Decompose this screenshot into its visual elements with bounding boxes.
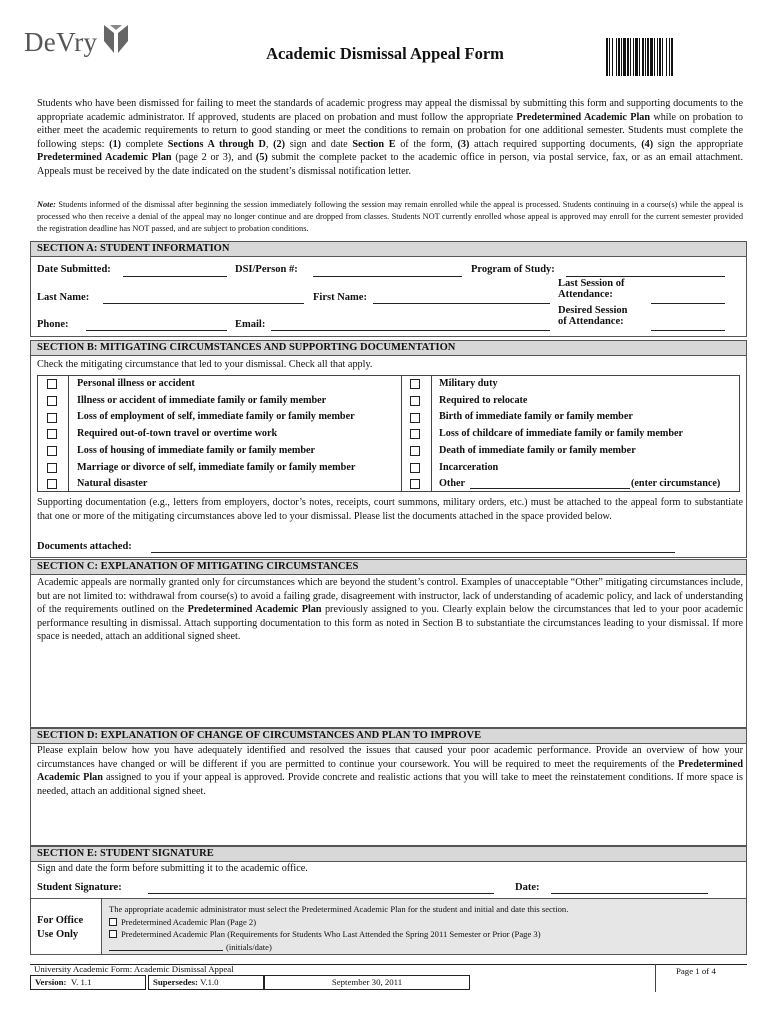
date-submitted-label: Date Submitted: <box>37 264 111 275</box>
circumstance-label: Loss of housing of immediate family or family member <box>77 444 316 456</box>
checkbox-marriage-divorce[interactable] <box>47 463 57 473</box>
checkbox-family-illness[interactable] <box>47 396 57 406</box>
section-b-heading: SECTION B: MITIGATING CIRCUMSTANCES AND SUPPORTING DOCUMENTATION <box>30 340 747 356</box>
circumstance-label: Marriage or divorce of self, immediate family or family member <box>77 461 356 473</box>
circumstance-label: Natural disaster <box>77 478 148 490</box>
circumstances-table <box>37 375 740 492</box>
first-name-field[interactable] <box>373 303 550 304</box>
footer-version: Version: V. 1.1 <box>30 975 146 990</box>
section-a-body <box>30 257 747 337</box>
section-c-text: Academic appeals are normally granted only for circumstances which are beyond the student’s control. Examples of unacceptable “Other” mitigating circumstances include, but are not limited to: withdrawal from course(s) to avoid a failing grade, disagreement with instructor, lack of understanding of academic policy, and lack of understanding of the requirements outlined on the Predetermined Academic Plan previously assigned to you. Clearly explain below the circumstances that led to your poor academic performance resulting in dismissal. Attach supporting documentation to this form as noted in Section B to substantiate the circumstances leading to your dismissal. If more space is needed, attach an additional signed sheet. <box>37 577 744 643</box>
footer-page-number: Page 1 of 4 <box>676 966 716 976</box>
last-session-label: Last Session of Attendance: <box>558 278 625 300</box>
date-submitted-field[interactable] <box>123 276 227 277</box>
section-a-heading: SECTION A: STUDENT INFORMATION <box>30 241 747 257</box>
checkbox-incarceration[interactable] <box>410 463 420 473</box>
first-name-label: First Name: <box>313 292 367 303</box>
footer-divider <box>655 964 656 992</box>
checkbox-natural-disaster[interactable] <box>47 479 57 489</box>
section-b-instruction: Check the mitigating circumstance that led to your dismissal. Check all that apply. <box>37 359 373 370</box>
office-option-page-2[interactable]: Predetermined Academic Plan (Page 2) <box>109 916 746 929</box>
student-signature-field[interactable] <box>148 893 494 894</box>
circumstance-label: Death of immediate family or family member <box>439 444 636 456</box>
email-label: Email: <box>235 319 266 330</box>
checkbox-plan-page-3[interactable] <box>109 930 117 938</box>
circumstance-label: Incarceration <box>439 461 499 473</box>
checkbox-loss-of-childcare[interactable] <box>410 429 420 439</box>
office-instruction: The appropriate academic administrator must select the Predetermined Academic Plan for the student and initial and date this section. <box>109 904 569 914</box>
office-use-section <box>30 898 747 955</box>
note-paragraph: Note: Students informed of the dismissal after beginning the session immediately following the session may remain enrolled while the appeal is processed. Students continuing in a course(s) while the appeal is processed who then receive a denial of the appeal may no longer continue and are dropped from classes. Students NOT currently enrolled whose appeal is approved may enroll for the current semester provided the registration deadline has NOT passed, and are subject to probation conditions. <box>37 200 743 233</box>
student-signature-label: Student Signature: <box>37 882 122 893</box>
office-use-content <box>102 899 746 954</box>
phone-field[interactable] <box>86 330 227 331</box>
circumstance-label: Personal illness or accident <box>77 378 195 389</box>
section-d-text: Please explain below how you have adequately identified and resolved the issues that caused your poor academic performance. Provide an overview of how your circumstances have changed or will be different if you are permitted to continue your coursework. You will be required to meet the requirements of the Predetermined Academic Plan assigned to you if your appeal is approved. Provide concrete and realistic actions that you will take to meet the reinstatement conditions. If more space is needed, attach an additional signed sheet. <box>37 745 744 797</box>
documents-attached-label: Documents attached: <box>37 541 132 552</box>
program-field[interactable] <box>566 276 725 277</box>
initials-date-field[interactable] <box>109 942 223 951</box>
intro-paragraph: Students who have been dismissed for failing to meet the standards of academic progress may appeal the dismissal by submitting this form and supporting documents to the appropriate academic administrator. If approved, students are placed on probation and must follow the appropriate Predetermined Academic Plan while on probation to either meet the academic requirements to return to good standing or meet the conditions to remain on probation for one additional semester. Students must complete the following steps: (1) complete Sections A through D, (2) sign and date Section E of the form, (3) attach required supporting documents, (4) sign the appropriate Predetermined Academic Plan (page 2 or 3), and (5) submit the complete packet to the academic office in person, via postal service, fax, or as an email attachment. Appeals must be received by the date indicated on the student’s dismissal notification letter. <box>37 98 744 177</box>
other-circumstance-field[interactable] <box>470 488 630 489</box>
circumstance-label: Loss of childcare of immediate family or family member <box>439 428 684 440</box>
last-name-field[interactable] <box>103 303 304 304</box>
signature-date-label: Date: <box>515 882 540 893</box>
office-option-page-3[interactable]: Predetermined Academic Plan (Requirements for Students Who Last Attended the Spring 2011 Semester or Prior (Page 3) <box>109 928 746 941</box>
documents-attached-field[interactable] <box>151 552 675 553</box>
checkbox-death[interactable] <box>410 446 420 456</box>
logo-text: DeVry <box>24 26 98 57</box>
barcode-bar <box>671 38 673 76</box>
program-label: Program of Study: <box>471 264 555 275</box>
checkbox-personal-illness[interactable] <box>47 379 57 389</box>
supporting-documentation-text: Supporting documentation (e.g., letters from employers, doctor’s notes, receipts, court summons, military orders, etc.) must be attached to the appeal form to substantiate that one or more of the mitigating circumstances above led to your dismissal. Please list the documents attached in the space provided below. <box>37 497 743 522</box>
checkbox-loss-of-housing[interactable] <box>47 446 57 456</box>
checkbox-plan-page-2[interactable] <box>109 918 117 926</box>
circumstance-label: Required to relocate <box>439 394 528 406</box>
email-field[interactable] <box>271 330 550 331</box>
other-suffix-label: (enter circumstance) <box>631 478 721 490</box>
section-c-heading: SECTION C: EXPLANATION OF MITIGATING CIRCUMSTANCES <box>30 559 747 575</box>
section-d-heading: SECTION D: EXPLANATION OF CHANGE OF CIRCUMSTANCES AND PLAN TO IMPROVE <box>30 728 747 744</box>
checkbox-travel-overtime[interactable] <box>47 429 57 439</box>
dsi-field[interactable] <box>313 276 462 277</box>
checkbox-birth[interactable] <box>410 413 420 423</box>
checkbox-other[interactable] <box>410 479 420 489</box>
signature-date-field[interactable] <box>551 893 708 894</box>
last-name-label: Last Name: <box>37 292 90 303</box>
checkbox-military-duty[interactable] <box>410 379 420 389</box>
footer-form-name: University Academic Form: Academic Dismissal Appeal <box>34 964 234 974</box>
checkbox-loss-of-employment[interactable] <box>47 413 57 423</box>
office-initials-row: (initials/date) <box>109 941 746 954</box>
footer-date: September 30, 2011 <box>264 975 470 990</box>
office-use-label: For Office Use Only <box>31 899 102 954</box>
checkbox-relocate[interactable] <box>410 396 420 406</box>
desired-session-label: Desired Session of Attendance: <box>558 305 628 327</box>
desired-session-field[interactable] <box>651 330 725 331</box>
circumstance-label: Birth of immediate family or family member <box>439 411 633 423</box>
circumstance-label: Military duty <box>439 378 498 389</box>
last-session-field[interactable] <box>651 303 725 304</box>
dsi-label: DSI/Person #: <box>235 264 298 275</box>
phone-label: Phone: <box>37 319 69 330</box>
circumstance-label: Illness or accident of immediate family or family member <box>77 394 327 406</box>
section-e-instruction: Sign and date the form before submitting it to the academic office. <box>37 863 308 874</box>
section-e-heading: SECTION E: STUDENT SIGNATURE <box>30 846 747 862</box>
circumstance-label: Other <box>439 478 466 490</box>
circumstance-label: Required out-of-town travel or overtime work <box>77 428 278 440</box>
barcode <box>606 38 718 76</box>
circumstance-label: Loss of employment of self, immediate family or family member <box>77 411 355 423</box>
form-title: Academic Dismissal Appeal Form <box>266 44 504 63</box>
footer-supersedes: Supersedes: V.1.0 <box>148 975 264 990</box>
